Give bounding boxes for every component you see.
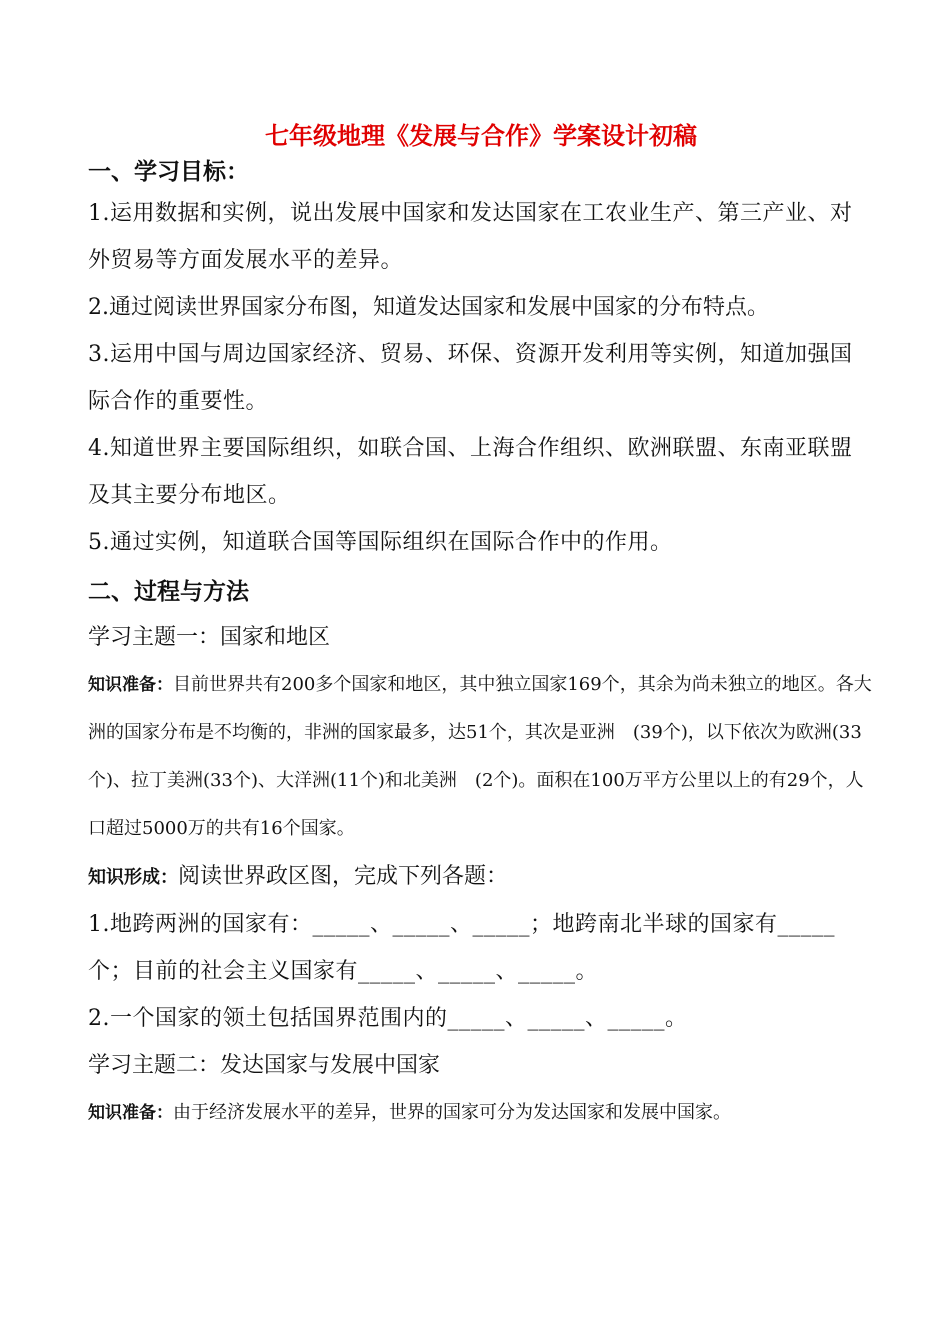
topic-title-2: 学习主题二：发达国家与发展中国家 (88, 1053, 441, 1078)
objective-item-4: 4.知道世界主要国际组织，如联合国、上海合作组织、欧洲联盟、东南亚联盟及其主要分布地区。 (88, 436, 853, 508)
knowledge-prep-2 (88, 1089, 874, 1137)
question-1: 1.地跨两洲的国家有：_____、_____、_____；地跨南北半球的国家有_____个；目前的社会主义国家有_____、_____、_____。 (88, 912, 835, 984)
knowledge-prep-text: 目前世界共有200多个国家和地区，其中独立国家169个，其余为尚未独立的地区。各大洲的国家分布是不均衡的，非洲的国家最多，达51个，其次是亚洲 (39个)，以下依次为欧洲(33个)、拉丁美洲(33个)、大洋洲(11个)和北美洲 (2个)。面积在100万平方公里以上的有29个，人口超过5000万的共有16个国家。 (88, 674, 872, 839)
knowledge-prep-label-2: 知识准备： (88, 1103, 173, 1123)
document-page (88, 118, 874, 1137)
document-title: 七年级地理《发展与合作》学案设计初稿 (265, 122, 697, 150)
knowledge-prep-text-2: 由于经济发展水平的差异，世界的国家可分为发达国家和发展中国家。 (173, 1102, 731, 1123)
section-heading-process: 二、过程与方法 (88, 579, 249, 605)
question-2: 2.一个国家的领土包括国界范围内的_____、_____、_____。 (88, 1006, 688, 1031)
section-heading-objectives: 一、学习目标： (88, 159, 249, 185)
knowledge-form-1 (88, 853, 874, 901)
objective-item-3: 3.运用中国与周边国家经济、贸易、环保、资源开发利用等实例，知道加强国际合作的重要性。 (88, 342, 853, 414)
topic-title-1: 学习主题一：国家和地区 (88, 625, 331, 650)
knowledge-prep-1 (88, 661, 874, 853)
objective-item-1: 1.运用数据和实例，说出发展中国家和发达国家在工农业生产、第三产业、对外贸易等方面发展水平的差异。 (88, 201, 853, 273)
objective-item-2: 2.通过阅读世界国家分布图，知道发达国家和发展中国家的分布特点。 (88, 295, 769, 320)
objective-item-5: 5.通过实例，知道联合国等国际组织在国际合作中的作用。 (88, 530, 673, 555)
knowledge-form-text: 阅读世界政区图，完成下列各题： (178, 864, 509, 889)
knowledge-form-label: 知识形成： (88, 867, 178, 888)
knowledge-prep-label: 知识准备： (88, 675, 173, 695)
